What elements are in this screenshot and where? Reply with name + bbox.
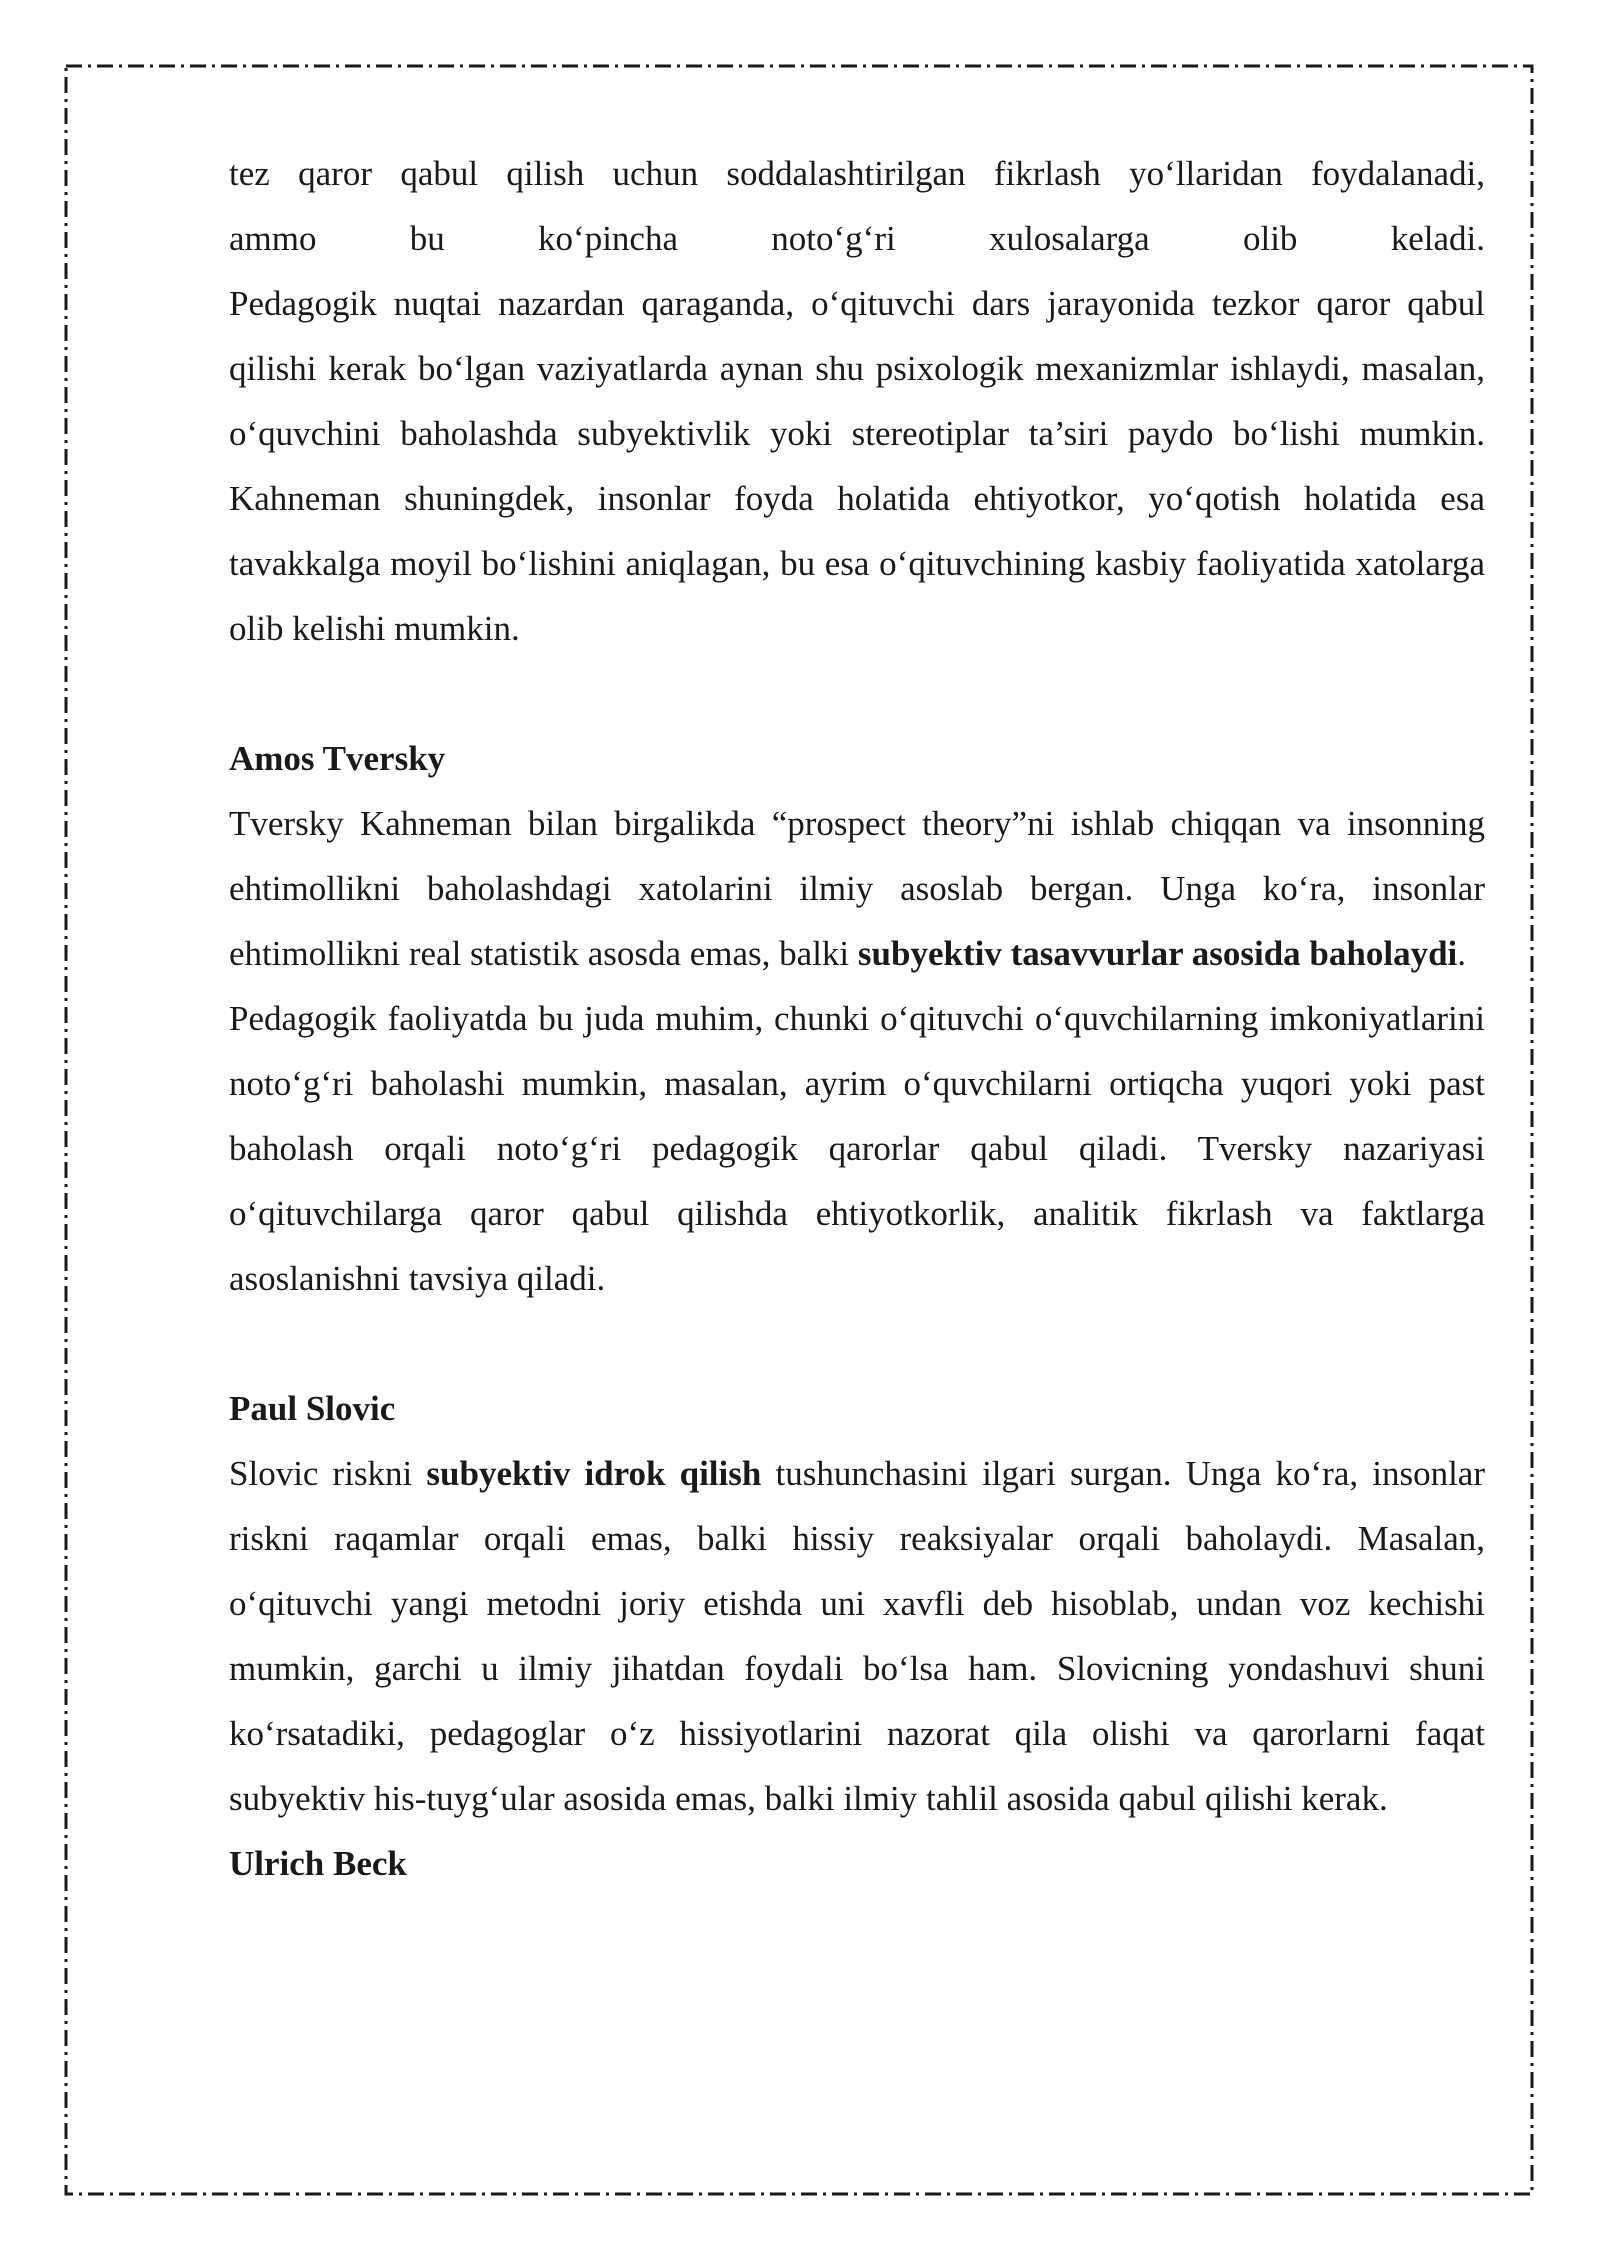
tversky-p1-end: .: [1457, 934, 1467, 973]
document-body: [229, 141, 1485, 1896]
heading-beck: Ulrich Beck: [229, 1844, 407, 1883]
intro-word: olib: [1242, 219, 1298, 258]
intro-rest: Pedagogik nuqtai nazardan qaraganda, o‘qituvchi dars jarayonida tezkor qaror qabul qilishi kerak bo‘lgan vaziyatlarda aynan shu psixologik mexanizmlar ishlaydi, masalan, o‘quvchini baholashda subyektivlik yoki stereotiplar ta’siri paydo bo‘lishi mumkin. Kahneman shuningdek, insonlar foyda holatida ehtiyotkor, yo‘qotish holatida esa tavakkalga moyil bo‘lishini aniqlagan, bu esa o‘qituvchining kasbiy faoliyatida xatolarga olib kelishi mumkin.: [229, 284, 1485, 648]
intro-word: xulosalarga: [988, 219, 1150, 258]
section-gap: [229, 1311, 1485, 1376]
slovic-paragraph: [229, 1441, 1485, 1831]
tversky-p1-emphasis: subyektiv tasavvurlar asosida baholaydi: [857, 934, 1458, 973]
tversky-paragraph-1: [229, 791, 1485, 986]
intro-word: bu: [409, 219, 445, 258]
heading-tversky: Amos Tversky: [229, 739, 446, 778]
intro-line-2: [229, 206, 1485, 271]
section-gap: [229, 661, 1485, 726]
intro-word: keladi.: [1390, 219, 1485, 258]
slovic-p-emphasis: subyektiv idrok qilish: [426, 1454, 762, 1493]
tversky-p1-text: Tversky Kahneman bilan birgalikda “prospect theory”ni ishlab chiqqan va insonning ehtimollikni baholashdagi xatolarini ilmiy asoslab bergan. Unga ko‘ra, insonlar ehtimollikni real statistik asosda emas, balki: [229, 804, 1485, 973]
heading-slovic: Paul Slovic: [229, 1389, 396, 1428]
intro-word: noto‘g‘ri: [771, 219, 896, 258]
intro-word: ammo: [229, 219, 317, 258]
intro-word: ko‘pincha: [538, 219, 678, 258]
slovic-p-rest: tushunchasini ilgari surgan. Unga ko‘ra, insonlar riskni raqamlar orqali emas, balki hissiy reaksiyalar orqali baholaydi. Masalan, o‘qituvchi yangi metodni joriy etishda uni xavfli deb hisoblab, undan voz kechishi mumkin, garchi u ilmiy jihatdan foydali bo‘lsa ham. Slovicning yondashuvi shuni ko‘rsatadiki, pedagoglar o‘z hissiyotlarini nazorat qila olishi va qarorlarni faqat subyektiv his-tuyg‘ular asosida emas, balki ilmiy tahlil asosida qabul qilishi kerak.: [229, 1454, 1485, 1818]
intro-paragraph: [229, 141, 1485, 661]
slovic-p-text: Slovic riskni: [229, 1454, 427, 1493]
tversky-paragraph-2: Pedagogik faoliyatda bu juda muhim, chunki o‘qituvchi o‘quvchilarning imkoniyatlarini noto‘g‘ri baholashi mumkin, masalan, ayrim o‘quvchilarni ortiqcha yuqori yoki past baholash orqali noto‘g‘ri pedagogik qarorlar qabul qiladi. Tversky nazariyasi o‘qituvchilarga qaror qabul qilishda ehtiyotkorlik, analitik fikrlash va faktlarga asoslanishni tavsiya qiladi.: [229, 999, 1485, 1298]
intro-line-1: tez qaror qabul qilish uchun soddalashtirilgan fikrlash yo‘llaridan foydalanadi,: [229, 154, 1485, 193]
